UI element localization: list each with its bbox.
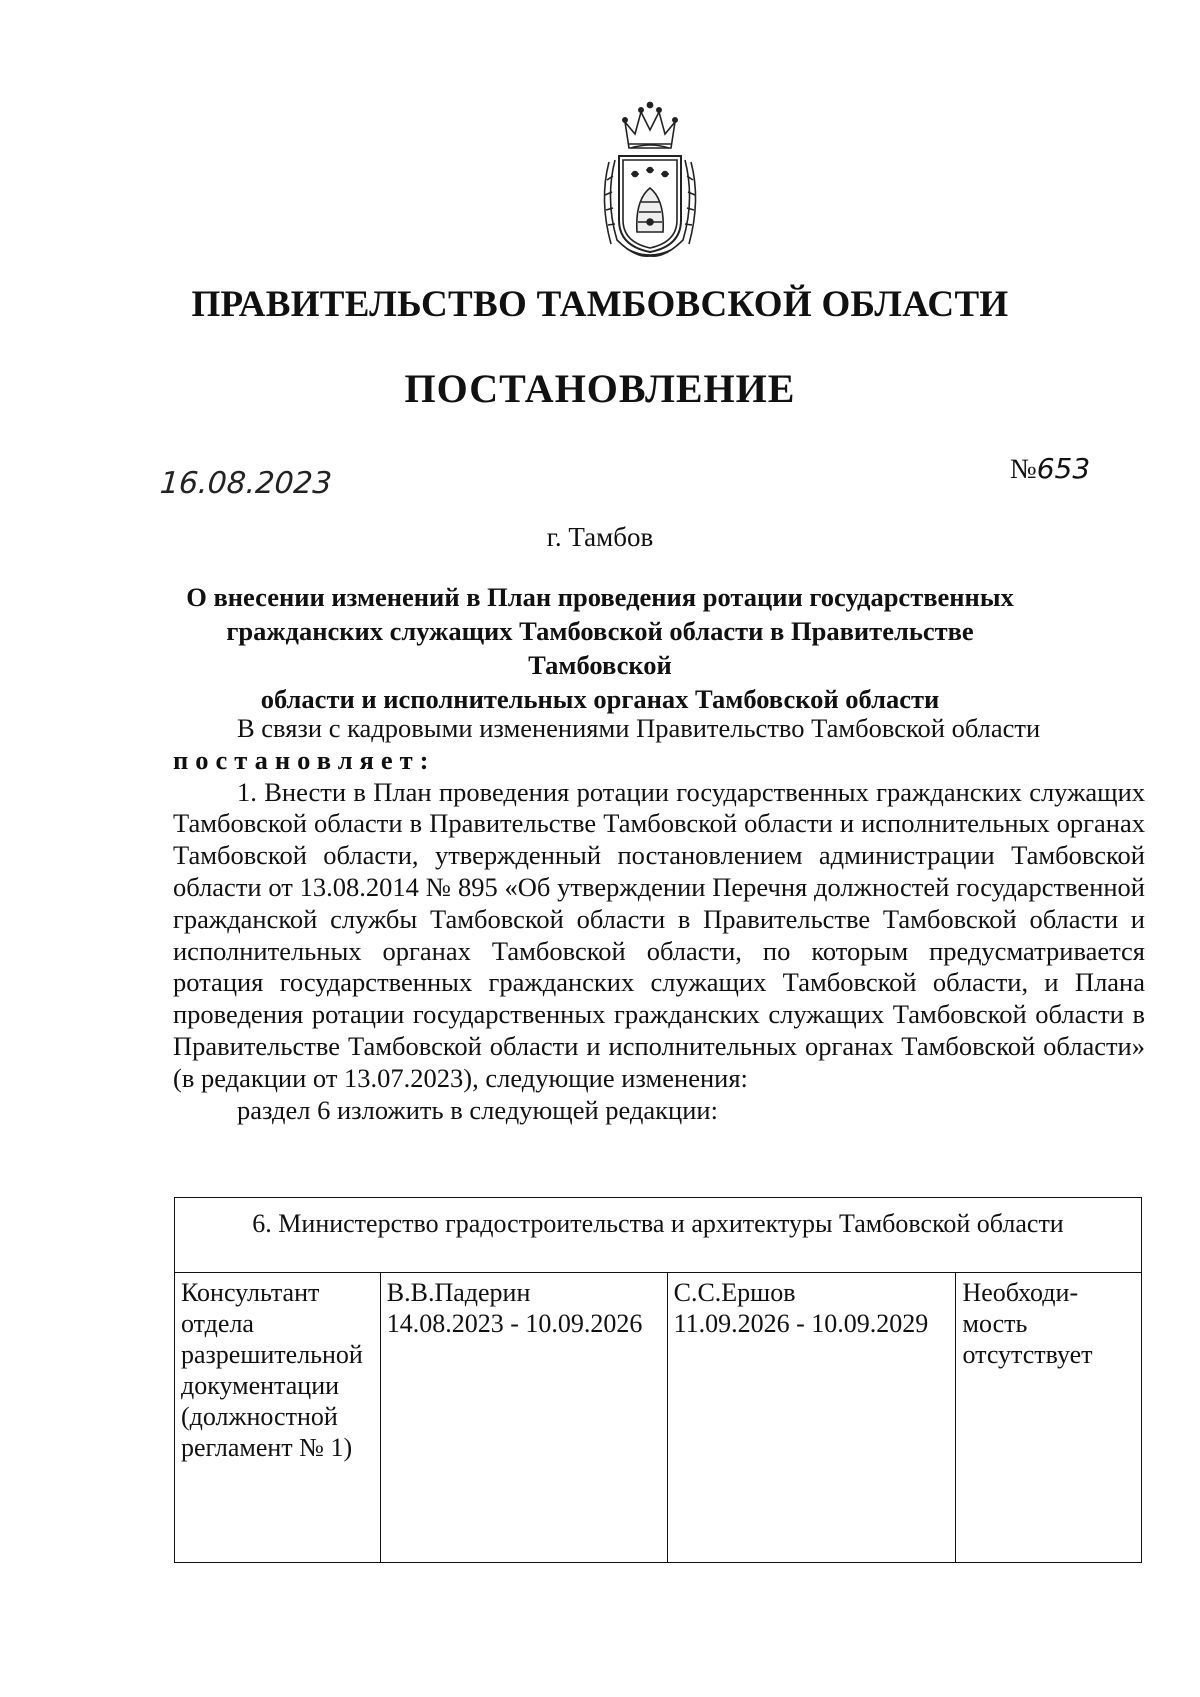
- current-holder-cell: [380, 1273, 667, 1563]
- intro-text: В связи с кадровыми изменениями Правительство Тамбовской области: [237, 713, 1041, 743]
- decree-word-paragraph: [173, 745, 1145, 777]
- table-header-row: [175, 1198, 1142, 1273]
- city: г. Тамбов: [546, 522, 654, 552]
- table-row: [175, 1273, 1142, 1563]
- subject-line: О внесении изменений в План проведения ротации государственных: [186, 582, 1014, 612]
- next-holder-cell: [667, 1273, 956, 1563]
- number-value: 653: [1036, 452, 1091, 485]
- current-holder-name: В.В.Падерин: [386, 1278, 531, 1307]
- position-line: разрешительной: [181, 1340, 363, 1369]
- position-line: Консультант: [181, 1278, 320, 1307]
- document-subject: [172, 580, 1028, 716]
- number-sign: №: [1010, 454, 1037, 485]
- position-line: отдела: [181, 1309, 254, 1338]
- position-cell: [175, 1273, 381, 1563]
- note-line: Необходи-: [962, 1278, 1079, 1307]
- position-line: (должностной: [181, 1402, 338, 1431]
- note-line: мость: [962, 1309, 1028, 1338]
- note-cell: [956, 1273, 1142, 1563]
- intro-paragraph: [173, 713, 1145, 745]
- position-line: документации: [181, 1371, 340, 1400]
- tambov-coat-of-arms-icon: [595, 100, 705, 260]
- section-title: 6. Министерство градостроительства и архитектуры Тамбовской области: [175, 1198, 1142, 1273]
- next-holder-period: 11.09.2026 - 10.09.2029: [673, 1309, 929, 1338]
- rotation-plan-table: [174, 1197, 1142, 1563]
- document-body: [173, 713, 1145, 1126]
- decree-word: постановляет:: [173, 744, 436, 775]
- section-note: раздел 6 изложить в следующей редакции:: [237, 1094, 718, 1125]
- position-line: регламент № 1): [181, 1433, 353, 1462]
- next-holder-name: С.С.Ершов: [673, 1278, 796, 1307]
- organization-title: ПРАВИТЕЛЬСТВО ТАМБОВСКОЙ ОБЛАСТИ: [191, 284, 1009, 325]
- document-date: 16.08.2023: [158, 466, 334, 501]
- note-line: отсутствует: [962, 1340, 1093, 1369]
- subject-line: области и исполнительных органах Тамбовской области: [260, 684, 940, 714]
- document-number: [1010, 452, 1090, 486]
- current-holder-period: 14.08.2023 - 10.09.2026: [386, 1309, 643, 1338]
- document-type: ПОСТАНОВЛЕНИЕ: [404, 366, 796, 411]
- subject-line: гражданских служащих Тамбовской области в Правительстве Тамбовской: [226, 616, 974, 680]
- item-1-paragraph: 1. Внести в План проведения ротации государственных гражданских служащих Тамбовской области в Правительстве Тамбовской области и исполнительных органах Тамбовской области, утвержденный постановлением администрации Тамбовской области от 13.08.2014 № 895 «Об утверждении Перечня должностей государственной гражданской службы Тамбовской области в Правительстве Тамбовской области и исполнительных органах Тамбовской области, по которым предусматривается ротация государственных гражданских служащих Тамбовской области, и Плана проведения ротации государственных гражданских служащих Тамбовской области в Правительстве Тамбовской области и исполнительных органах Тамбовской области» (в редакции от 13.07.2023), следующие изменения:: [173, 776, 1145, 1093]
